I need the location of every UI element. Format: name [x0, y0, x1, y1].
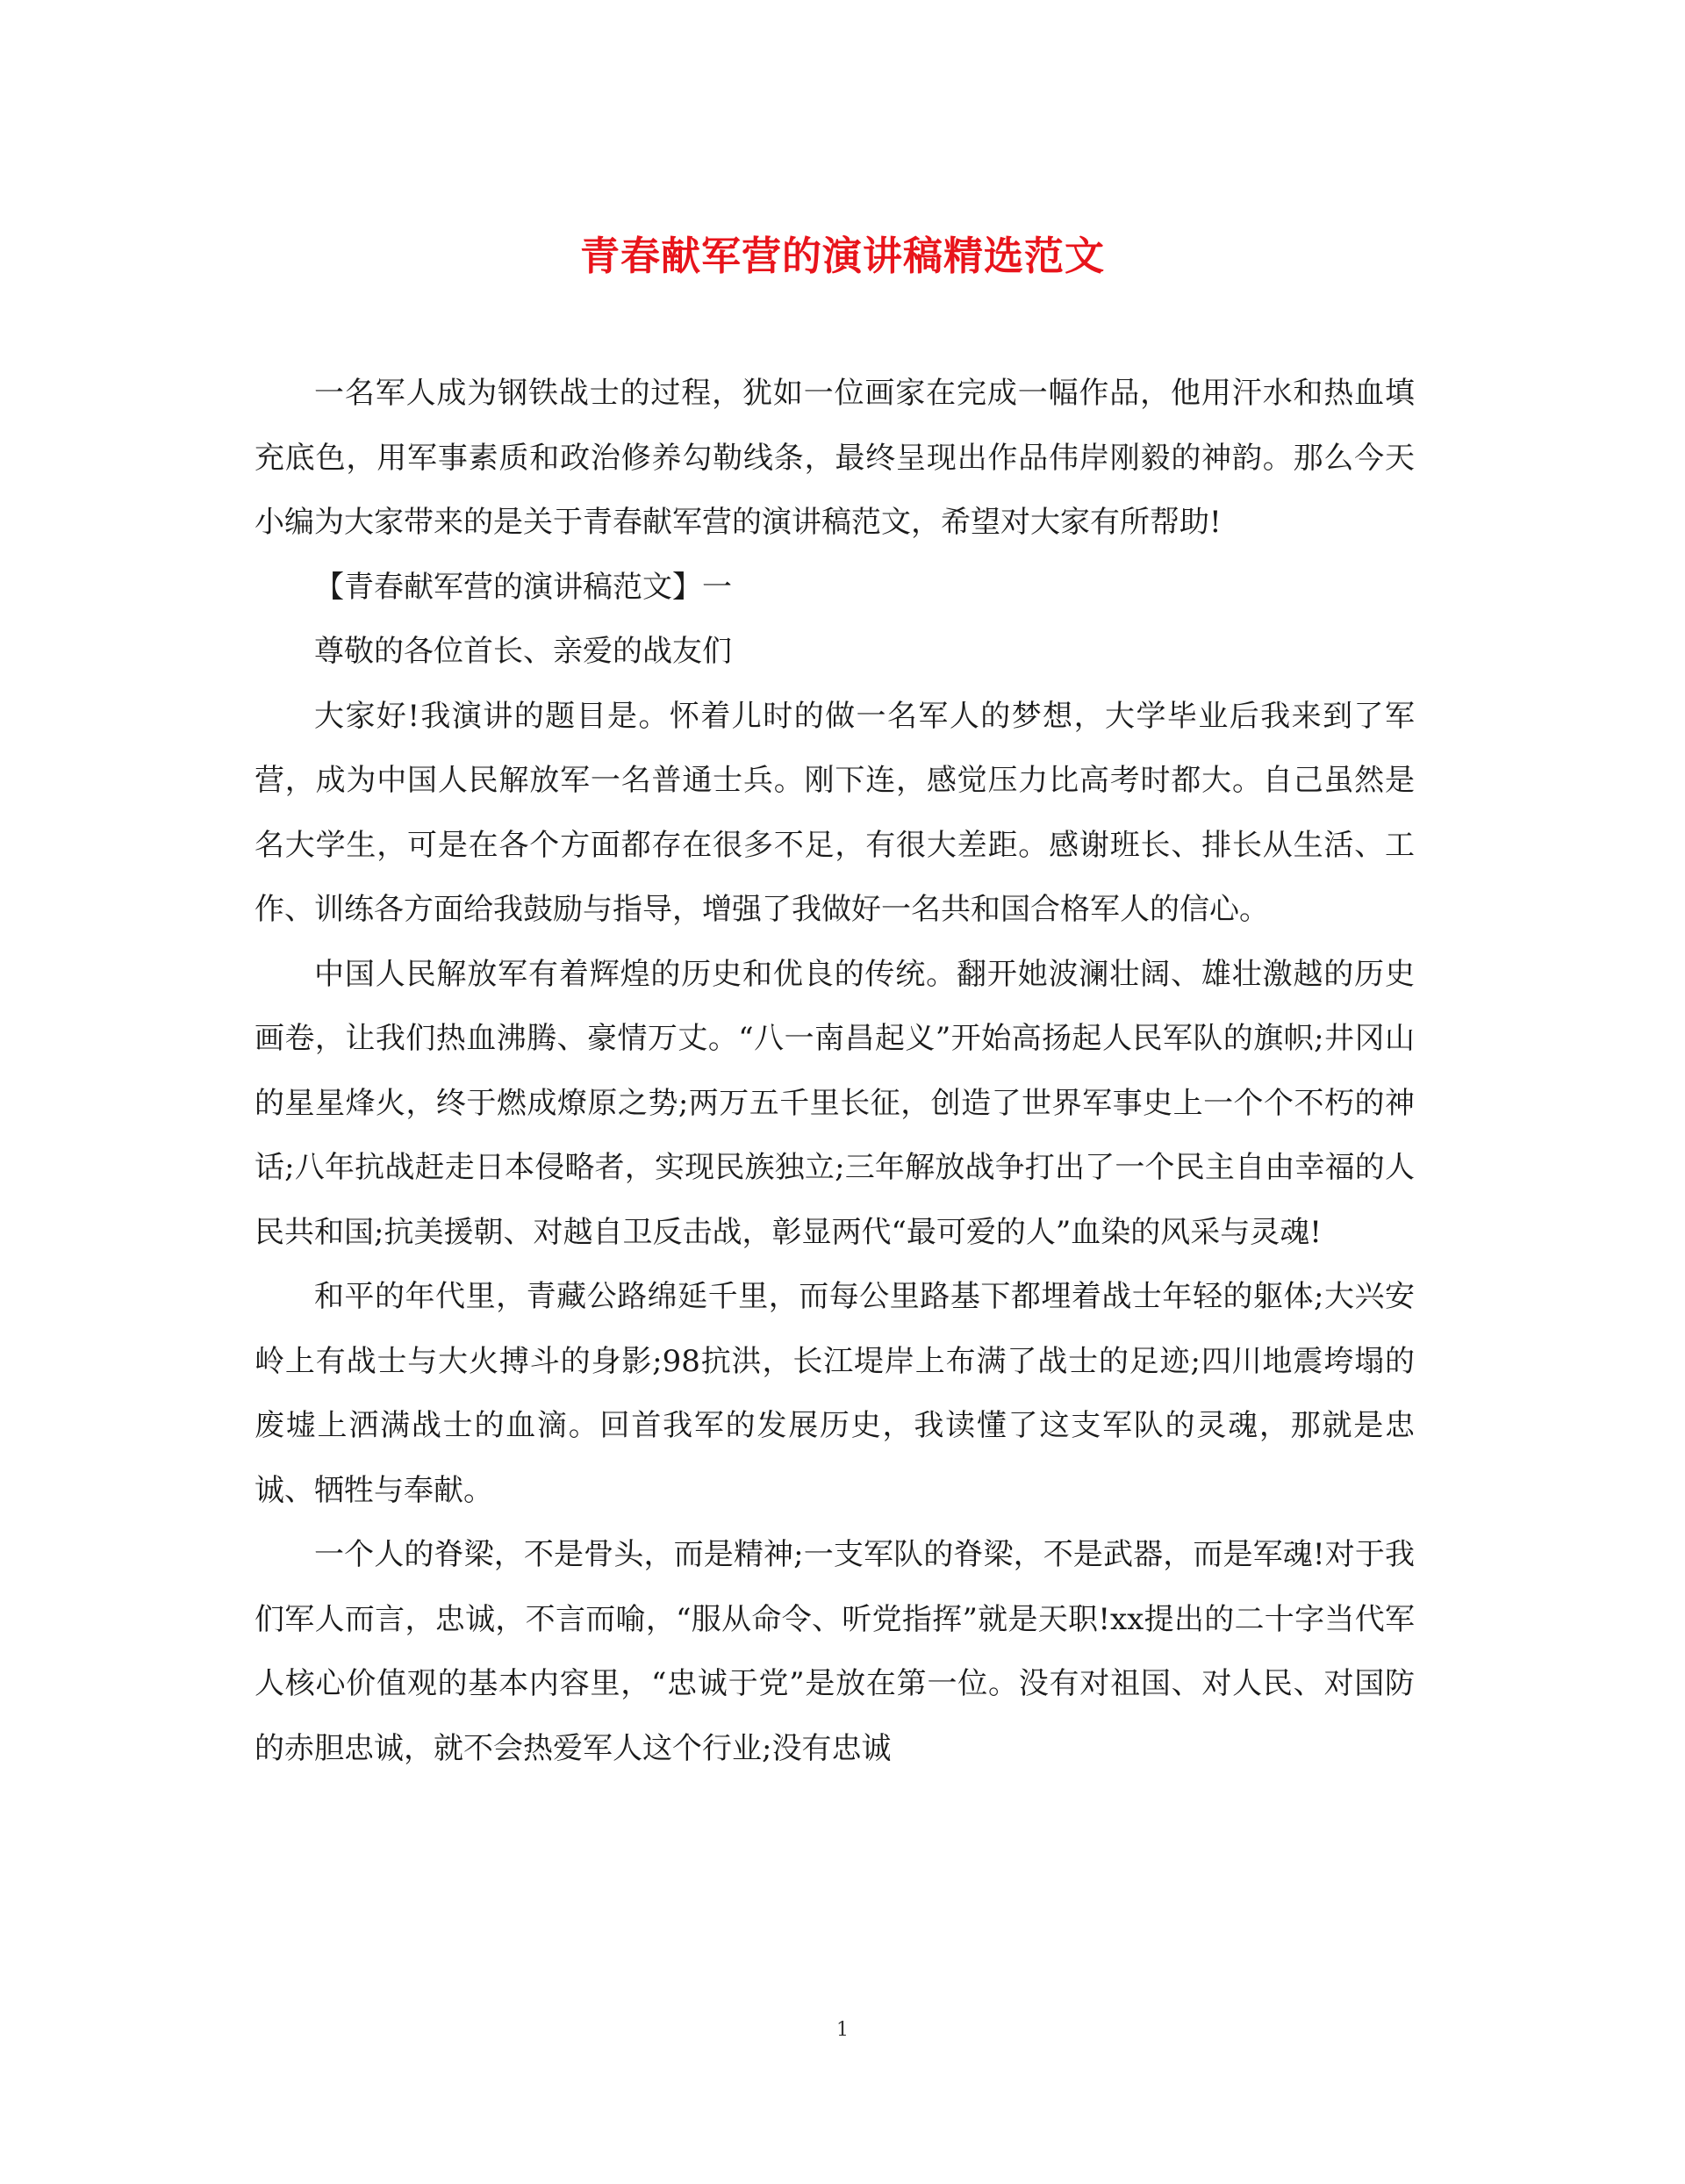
- document-body: [255, 362, 1415, 1781]
- paragraph-salutation: 尊敬的各位首长、亲爱的战友们: [314, 634, 732, 669]
- paragraph-greeting: 大家好!我演讲的题目是。怀着儿时的做一名军人的梦想，大学毕业后我来到了军营，成为中国人民解放军一名普通士兵。刚下连，感觉压力比高考时都大。自己虽然是名大学生，可是在各个方面都存在很多不足，有很大差距。感谢班长、排长从生活、工作、训练各方面给我鼓励与指导，增强了我做好一名共和国合格军人的信心。: [255, 698, 1415, 927]
- document-title: 青春献军营的演讲稿精选范文: [579, 233, 1105, 279]
- paragraph-peacetime: 和平的年代里，青藏公路绵延千里，而每公里路基下都埋着战士年轻的躯体;大兴安岭上有战士与大火搏斗的身影;98抗洪，长江堤岸上布满了战士的足迹;四川地震垮塌的废墟上洒满战士的血滴。回首我军的发展历史，我读懂了这支军队的灵魂，那就是忠诚、牺牲与奉献。: [255, 1279, 1415, 1508]
- paragraph-loyalty: 一个人的脊梁，不是骨头，而是精神;一支军队的脊梁，不是武器，而是军魂!对于我们军人而言，忠诚，不言而喻，“服从命令、听党指挥”就是天职!xx提出的二十字当代军人核心价值观的基本内容里，“忠诚于党”是放在第一位。没有对祖国、对人民、对国防的赤胆忠诚，就不会热爱军人这个行业;没有忠诚: [255, 1537, 1415, 1766]
- page-number: 1: [836, 2019, 849, 2041]
- paragraph-section-heading: 【青春献军营的演讲稿范文】一: [314, 569, 732, 605]
- paragraph-intro: 一名军人成为钢铁战士的过程，犹如一位画家在完成一幅作品，他用汗水和热血填充底色，用军事素质和政治修养勾勒线条，最终呈现出作品伟岸刚毅的神韵。那么今天小编为大家带来的是关于青春献军营的演讲稿范文，希望对大家有所帮助!: [255, 376, 1415, 540]
- paragraph-history: 中国人民解放军有着辉煌的历史和优良的传统。翻开她波澜壮阔、雄壮激越的历史画卷，让我们热血沸腾、豪情万丈。“八一南昌起义”开始高扬起人民军队的旗帜;井冈山的星星烽火，终于燃成燎原之势;两万五千里长征，创造了世界军事史上一个个不朽的神话;八年抗战赶走日本侵略者，实现民族独立;三年解放战争打出了一个民主自由幸福的人民共和国;抗美援朝、对越自卫反击战，彰显两代“最可爱的人”血染的风采与灵魂!: [255, 956, 1415, 1250]
